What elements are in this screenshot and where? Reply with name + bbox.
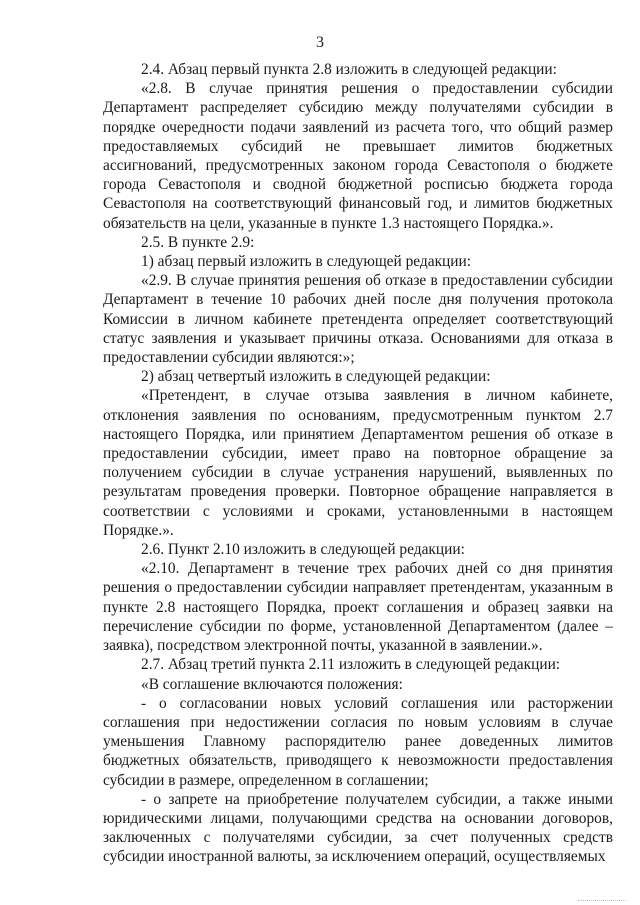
paragraph-agreement-intro: «В соглашение включаются положения:	[141, 675, 403, 693]
paragraph-2-9-text: «2.9. В случае принятия решения об отказе в предоставлении субсидии Департамент в течение 10 рабочих дней после дня получения протокола Комиссии в личном кабинете претендента определяет соответствующий статус заявления и указывает причины отказа. Основаниями для отказа в предоставлении субсидии являются:»;	[103, 272, 613, 367]
paragraph-2-5-item-2: 2) абзац четвертый изложить в следующей редакции:	[141, 368, 491, 386]
paragraph-agreement-item-2: - о запрете на приобретение получателем субсидии, а также иными юридическими лицами, получающими средства на основании договоров, заключенных с получателями субсидии, за счет полученных средств субсидии иностранной валюты, за исключением операций, осуществляемых	[103, 790, 613, 866]
paragraph-2-5-heading: 2.5. В пункте 2.9:	[141, 233, 255, 251]
paragraph-2-6-heading: 2.6. Пункт 2.10 изложить в следующей редакции:	[141, 541, 465, 559]
paragraph-applicant-text: «Претендент, в случае отзыва заявления в личном кабинете, отклонения заявления по основаниям, предусмотренным пунктом 2.7 настоящего Порядка, или принятием Департаментом решения об отказе в предоставлении субсидии, имеет право на повторное обращение за получением субсидии в случае устранения нарушений, выявленных по результатам проведения проверки. Повторное обращение направляется в соответствии с условиями и сроками, установленными в настоящем Порядке.».	[103, 387, 613, 539]
document-body	[103, 60, 613, 867]
paragraph-agreement-item-1: - о согласовании новых условий соглашения или расторжении соглашения при недостижении согласия по новым условиям в случае уменьшения Главному распорядителю ранее доведенных лимитов бюджетных обязательств, приводящего к невозможности предоставления субсидии в размере, определенном в соглашении;	[103, 694, 613, 789]
paragraph-2-4-heading: 2.4. Абзац первый пункта 2.8 изложить в следующей редакции:	[141, 61, 557, 78]
paragraph-2-10-text: «2.10. Департамент в течение трех рабочих дней со дня принятия решения о предоставлении субсидии направляет претендентам, указанным в пункте 2.8 настоящего Порядка, проект соглашения и образец заявки на перечисление субсидии по форме, установленной Департаментом (далее – заявка), посредством электронной почты, указанной в заявлении.».	[103, 560, 613, 655]
scan-artifact	[578, 897, 626, 901]
paragraph-2-7-heading: 2.7. Абзац третий пункта 2.11 изложить в следующей редакции:	[141, 656, 561, 674]
page-number: 3	[316, 34, 324, 51]
paragraph-2-5-item-1: 1) абзац первый изложить в следующей редакции:	[141, 253, 472, 271]
paragraph-2-8-text: «2.8. В случае принятия решения о предоставлении субсидии Департамент распределяет субсидию между получателями субсидии в порядке очередности подачи заявлений из расчета того, что общий размер предоставляемых субсидий не превышает лимитов бюджетных ассигнований, предусмотренных законом города Севастополя о бюджете города Севастополя и сводной бюджетной росписью бюджета города Севастополя на соответствующий финансовый год, и лимитов бюджетных обязательств на цели, указанные в пункте 1.3 настоящего Порядка.».	[103, 80, 613, 232]
